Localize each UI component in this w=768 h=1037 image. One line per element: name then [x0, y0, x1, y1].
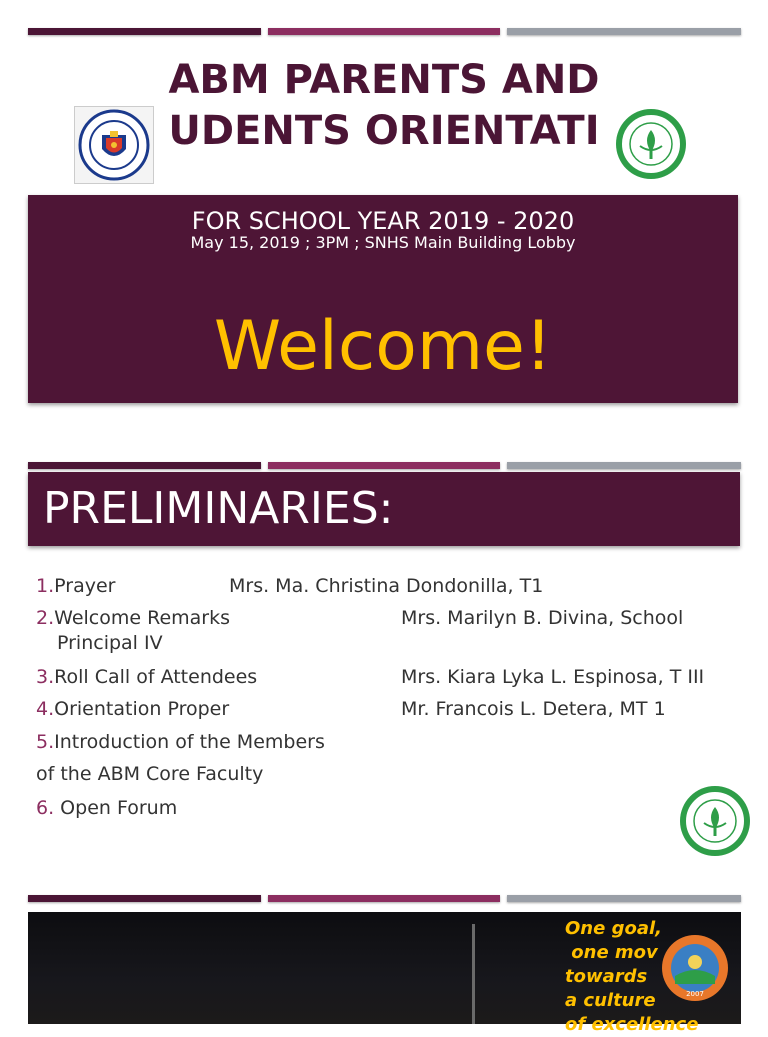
- list-item: [36, 607, 230, 629]
- list-item-text: Prayer: [54, 575, 116, 597]
- accent-bar-plum: [268, 28, 500, 35]
- accent-bar-gray: [507, 28, 741, 35]
- list-item-text: Roll Call of Attendees: [54, 666, 258, 688]
- list-number: 4.: [36, 698, 55, 720]
- motto-text: One goal, one mov towards a culture of excellence: [565, 918, 699, 1035]
- accent-bar-gray: [507, 462, 741, 469]
- welcome-panel: [28, 195, 738, 403]
- list-number: 2.: [36, 607, 55, 629]
- preliminaries-title: PRELIMINARIES:: [43, 483, 394, 534]
- list-item: [36, 698, 229, 720]
- event-date-text: May 15, 2019 ; 3PM ; SNHS Main Building Lobby: [190, 233, 576, 252]
- deped-seal-logo: [74, 106, 154, 184]
- list-item: [36, 797, 177, 819]
- preliminaries-header: [28, 472, 740, 546]
- list-number: 1.: [36, 575, 55, 597]
- list-item: [36, 666, 257, 688]
- school-seal-logo: [612, 108, 690, 180]
- accent-bars: [28, 28, 741, 35]
- division-seal-logo: [661, 934, 729, 1002]
- seal-year-text: 2007: [686, 990, 704, 998]
- list-number: 6.: [36, 797, 55, 819]
- list-item-continuation: of the ABM Core Faculty: [36, 763, 264, 785]
- accent-bar-maroon: [28, 28, 261, 35]
- list-item-person: Mrs. Kiara Lyka L. Espinosa, T III: [401, 666, 705, 688]
- list-item-continuation: Principal IV: [57, 632, 163, 654]
- list-item-text: Introduction of the Members: [54, 731, 325, 753]
- list-item-person: Mr. Francois L. Detera, MT 1: [401, 698, 666, 720]
- list-item-text: Open Forum: [54, 797, 178, 819]
- list-item-person: Mrs. Marilyn B. Divina, School: [401, 607, 684, 629]
- accent-bar-maroon: [28, 895, 261, 902]
- school-year-text: FOR SCHOOL YEAR 2019 - 2020: [191, 207, 575, 235]
- list-item-person: Mrs. Ma. Christina Dondonilla, T1: [229, 575, 544, 597]
- accent-bar-gray: [507, 895, 741, 902]
- list-item-text: Orientation Proper: [54, 698, 230, 720]
- list-item-text: Welcome Remarks: [54, 607, 230, 629]
- list-number: 5.: [36, 731, 55, 753]
- night-campus-photo: [28, 912, 741, 1035]
- slide-title-line2: UDENTS ORIENTATI: [168, 108, 600, 154]
- accent-bar-plum: [268, 462, 500, 469]
- list-item: [36, 731, 325, 753]
- list-item: [36, 575, 115, 597]
- welcome-heading: Welcome!: [213, 307, 553, 386]
- slide-title-line1: ABM PARENTS AND: [168, 57, 600, 103]
- accent-bars: [28, 895, 741, 902]
- flagpole: [472, 924, 475, 1024]
- accent-bar-maroon: [28, 462, 261, 469]
- school-seal-logo: [677, 785, 753, 857]
- accent-bars: [28, 462, 741, 469]
- accent-bar-plum: [268, 895, 500, 902]
- list-number: 3.: [36, 666, 55, 688]
